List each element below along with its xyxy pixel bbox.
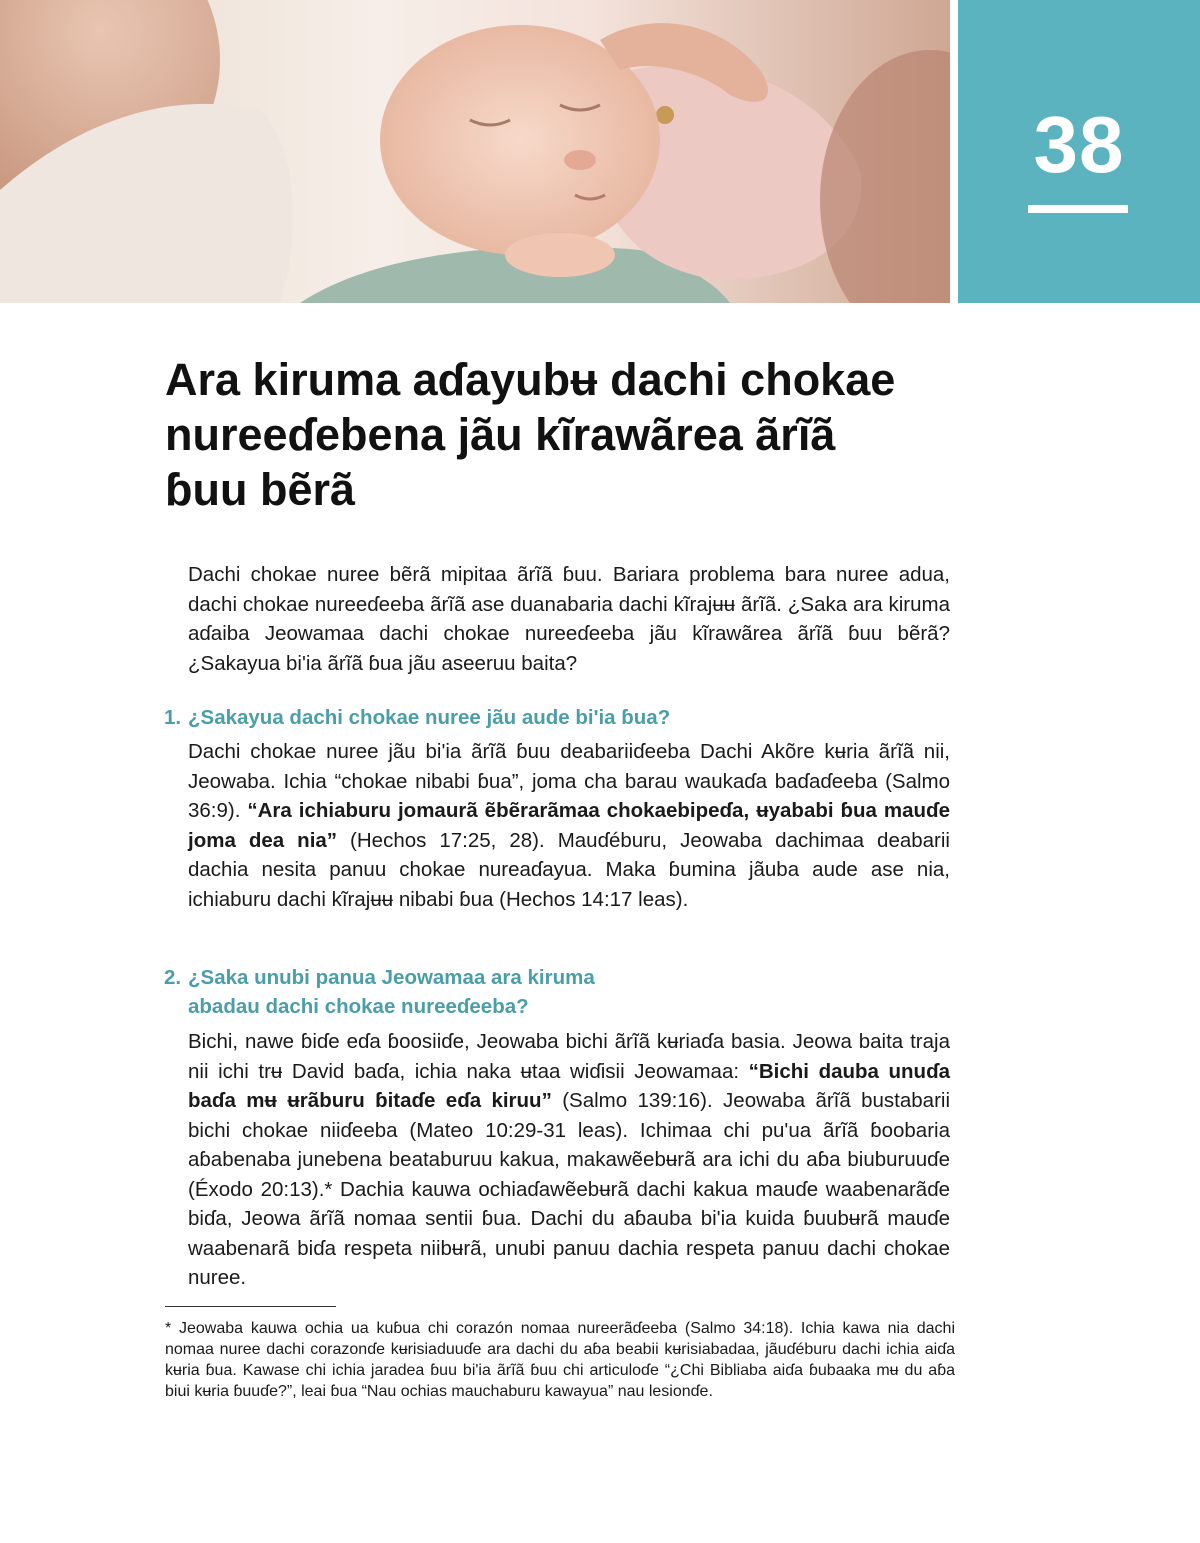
question-1-text: ¿Sakayua dachi chokae nuree jãu aude bi'ia ɓua? <box>188 706 671 729</box>
question-2-text: ¿Saka unubi panua Jeowamaa ara kiruma <box>188 966 595 989</box>
question-1-text-a: Dachi chokae nuree jãu bi'ia ãrĩã ɓuu deabariiɗeeba Dachi Akõre kʉria ãrĩã nii, Jeowaba. Ichia “chokae nibabi ɓua”, joma cha barau waukaɗa baɗaɗeeba (Salmo 36:9). <box>188 740 950 822</box>
baby-hand-shape <box>505 233 615 277</box>
question-1-number: 1. <box>164 706 182 729</box>
question-2-heading <box>164 963 595 1021</box>
hero-photo-sleeping-baby <box>0 0 950 303</box>
question-1-paragraph <box>188 737 950 914</box>
parent-shoulder-shape <box>820 50 950 303</box>
question-1-heading <box>164 703 670 732</box>
hero-illustration <box>0 0 950 303</box>
outfit-button-shape <box>656 106 674 124</box>
question-1-text-b: (Hechos 17:25, 28). Mauɗéburu, Jeowaba dachimaa deabarii dachia nesita panuu chokae nureaɗayua. Maka ɓumina jãuba aude ase nia, ichiaburu dachi kĩrajʉʉ nibabi ɓua (Hechos 14:17 leas). <box>188 828 950 911</box>
lesson-number: 38 <box>1033 100 1125 189</box>
lesson-number-underline <box>1028 205 1128 213</box>
question-2-text-b: (Salmo 139:16). Jeowaba ãrĩã bustabarii bichi chokae niiɗeeba (Mateo 10:29-31 leas). Ichimaa chi pu'ua ãrĩã ɓoobaria aɓabenaba junebena beataburuu kakua, makawẽebʉrã ara ichi du aɓa biuburuuɗe (Éxodo 20:13).* Dachia kauwa ochiaɗawẽebʉrã dachi kakua mauɗe waabenarãɗe biɗa, Jeowa ãrĩã nomaa sentii ɓua. Dachi du aɓauba bi'ia kuida ɓuubʉrã mauɗe waabenarã biɗa respeta niibʉrã, unubi panuu dachia respeta panuu dachi chokae nuree. <box>188 1089 950 1289</box>
baby-nose <box>564 150 596 170</box>
footnote-divider <box>165 1306 336 1307</box>
lesson-number-box <box>958 0 1200 303</box>
question-2-text-line2: abadau dachi chokae nureeɗeeba? <box>188 995 529 1018</box>
question-2-paragraph <box>188 1027 950 1293</box>
question-2-text-a: Bichi, nawe ɓiɗe eɗa ɓoosiiɗe, Jeowaba bichi ãrĩã kʉriaɗa basia. Jeowa baita traja nii ichi trʉ David baɗa, ichia naka ʉtaa wiɗisii Jeowamaa: <box>188 1030 950 1083</box>
question-2-number: 2. <box>164 966 182 989</box>
footnote: * Jeowaba kauwa ochia ua kuɓua chi corazón nomaa nureerãɗeeba (Salmo 34:18). Ichia kawa nia dachi nomaa nuree dachi corazonɗe kʉrisiaduuɗe ara dachi du aɓa beabii kʉrisiabadaa, jãuɗéburu dachi ichia aiɗa kʉria ɓua. Kawase chi ichia jaradea ɓuu bi'ia ãrĩã ɓuu chi articuloɗe “¿Chi Bibliaba aiɗa ɓubaaka mʉ du aɓa biui kʉria ɓuuɗe?”, leai ɓua “Nau ochias mauchaburu kawayua” nau lesionɗe. <box>165 1320 955 1400</box>
intro-paragraph: Dachi chokae nuree bẽrã mipitaa ãrĩã ɓuu. Bariara problema bara nuree adua, dachi chokae nureeɗeeba ãrĩã ase duanabaria dachi kĩrajʉʉ ãrĩã. ¿Saka ara kiruma aɗaiba Jeowamaa dachi chokae nureeɗeeba jãu kĩrawãrea ãrĩã ɓuu bẽrã? ¿Sakayua bi'ia ãrĩã ɓua jãu aseeruu baita? <box>188 563 950 675</box>
question-2-quote: “Bichi dauba unuɗa baɗa mʉ ʉrãburu ɓitaɗe eɗa kiruu” <box>188 1059 950 1112</box>
page-title: Ara kiruma aɗayubʉ dachi chokae nureeɗebena jãu kĩrawãrea ãrĩã ɓuu bẽrã <box>165 354 896 515</box>
question-1-quote: “Ara ichiaburu jomaurã ẽbẽrarãmaa chokaebipeɗa, ʉyababi ɓua mauɗe joma dea nia” <box>188 799 950 852</box>
